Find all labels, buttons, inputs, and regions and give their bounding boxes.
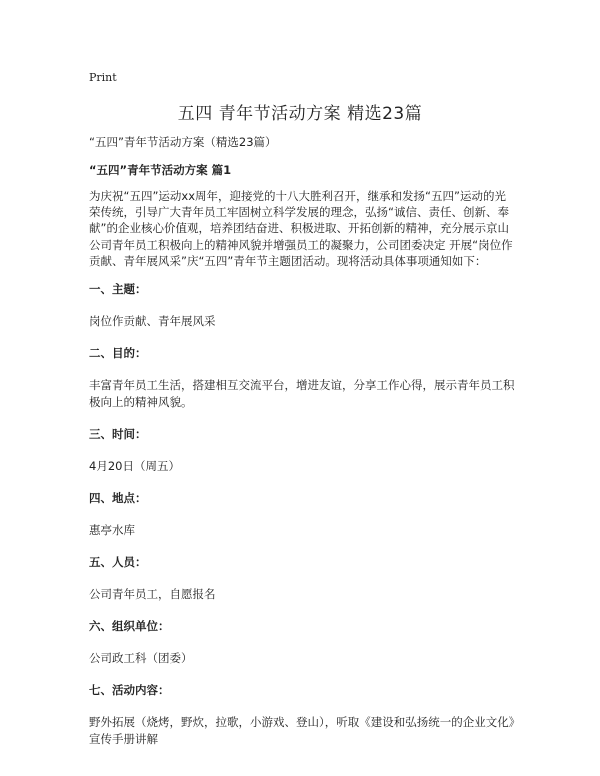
item-heading-purpose: 二、目的： xyxy=(89,346,147,361)
item-value-location: 惠亭水库 xyxy=(89,523,135,538)
item-value-purpose: 丰富青年员工生活，搭建相互交流平台，增进友谊，分享工作心得，展示青年员工积极向上的精神风貌。 xyxy=(89,378,515,409)
item-heading-activities: 七、活动内容： xyxy=(89,683,170,698)
document-subtitle: “五四”青年节活动方案（精选23篇） xyxy=(89,135,277,149)
item-heading-theme: 一、主题： xyxy=(89,282,147,297)
page-title: 五四 青年节活动方案 精选23篇 xyxy=(177,104,423,124)
item-heading-time: 三、时间： xyxy=(89,427,147,442)
item-heading-participants: 五、人员： xyxy=(89,555,147,570)
item-value-theme: 岗位作贡献、青年展风采 xyxy=(89,314,216,329)
item-value-participants: 公司青年员工，自愿报名 xyxy=(89,587,216,602)
item-heading-location: 四、地点： xyxy=(89,491,147,506)
intro-paragraph: 为庆祝“五四”运动xx周年，迎接党的十八大胜利召开，继承和发扬“五四”运动的光荣传统，引导广大青年员工牢固树立科学发展的理念，弘扬“诚信、责任、创新、奉献”的企业核心价值观，培养团结奋进、积极进取、开拓创新的精神，充分展示京山公司青年员工积极向上的精神风貌并增强员工的凝聚力，公司团委决定 开展“岗位作贡献、青年展风采”庆“五四”青年节主题团活动。现将活动具体事项通知如下： xyxy=(89,189,513,268)
item-value-activities: 野外拓展（烧烤，野炊，拉歌，小游戏、登山），听取《建设和弘扬统一的企业文化》宣传手册讲解 xyxy=(89,715,515,746)
item-value-time: 4月20日（周五） xyxy=(89,459,180,474)
section-title: “五四”青年节活动方案 篇1 xyxy=(89,163,232,177)
item-heading-organizer: 六、组织单位： xyxy=(89,619,170,634)
document-body xyxy=(89,134,517,763)
print-link[interactable]: Print xyxy=(89,71,117,84)
item-value-organizer: 公司政工科（团委） xyxy=(89,651,193,666)
